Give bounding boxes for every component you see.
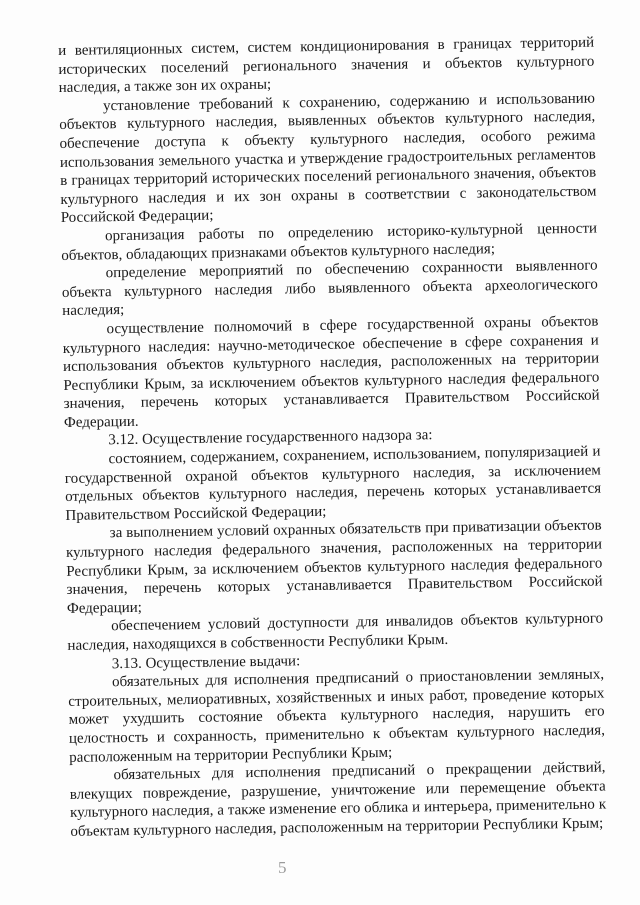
paragraph-powers: осуществление полномочий в сфере государственной охраны объектов культурного наследия: научно-методическое обеспечение в сфере сохранения и использования объектов культурного наследия, расположенных на территории Республики Крым, за исключением объектов культурного наследия федерального значения, перечень которых устанавливается Правительством Российской Федерации. <box>62 313 600 431</box>
document-body <box>58 34 606 842</box>
section-3-12-heading: 3.12. Осуществление государственного надзора за: <box>108 427 433 449</box>
paragraph-organization-work: организация работы по определению историко-культурной ценности объектов, обладающих признаками объектов культурного наследия; <box>61 220 598 264</box>
paragraph-accessibility: обеспечением условий доступности для инвалидов объектов культурного наследия, находящихся в собственности Республики Крым. <box>67 610 604 654</box>
paragraph-requirements: установление требований к сохранению, содержанию и использованию объектов культурного наследия, выявленных объектов культурного наследия, обеспечение доступа к объекту культурного наследия, особого режима использования земельного участка и утверждение градостроительных регламентов в границах территорий исторических поселений регионального значения, объектов культурного наследия и их зон охраны в соответствии с законодательством Российской Федерации; <box>59 90 597 227</box>
paragraph-preservation-measures: определение мероприятий по обеспечению сохранности выявленного объекта культурного наследия либо выявленного объекта археологического наследия; <box>61 257 598 320</box>
page-number: 5 <box>278 858 287 877</box>
paragraph-privatization: за выполнением условий охранных обязательств при приватизации объектов культурного наследия федерального значения, расположенных на территории Республики Крым, за исключением объектов культурного наследия федерального значения, перечень которых устанавливается Правительством Российской Федерации; <box>65 517 603 617</box>
paragraph-ventilation-systems: и вентиляционных систем, систем кондиционирования в границах территорий исторических поселений регионального значения и объектов культурного наследия, а также зон их охраны; <box>58 34 595 97</box>
section-3-13-heading: 3.13. Осуществление выдачи: <box>111 652 301 672</box>
paragraph-state-condition: состоянием, содержанием, сохранением, использованием, популяризацией и государственной охраной объектов культурного наследия, за исключением отдельных объектов культурного наследия, перечень которых устанавливается Правительством Российской Федерации; <box>64 443 602 524</box>
paragraph-termination-orders: обязательных для исполнения предписаний о прекращении действий, влекущих повреждение, разрушение, уничтожение или перемещение объекта культурного наследия, а также изменение его облика и интерьера, применительно к объектам культурного наследия, расположенным на территории Республики Крым; <box>69 759 607 840</box>
paragraph-suspension-orders: обязательных для исполнения предписаний о приостановлении земляных, строительных, мелиоративных, хозяйственных и иных работ, проведение которых может ухудшить состояние объекта культурного наследия, нарушить его целостность и сохранность, применительно к объектам культурного наследия, расположенным на территории Республики Крым; <box>68 666 606 766</box>
